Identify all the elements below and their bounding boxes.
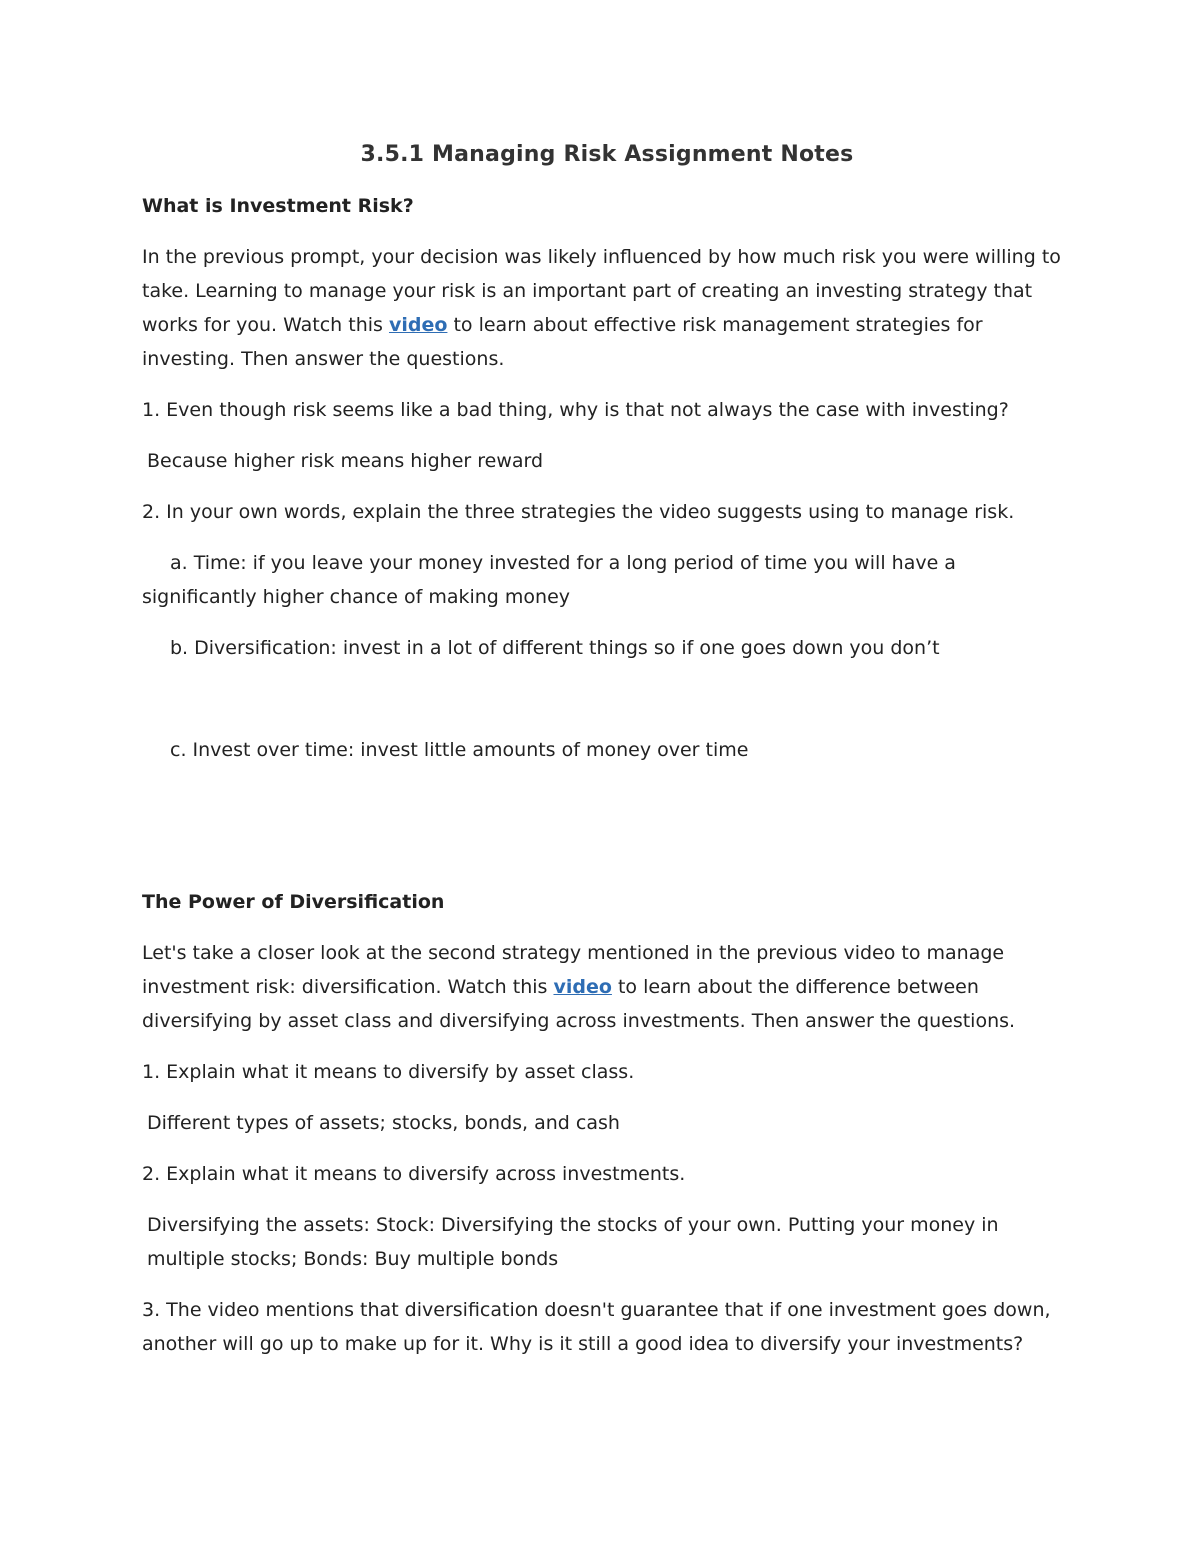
intro-text-before: In the previous prompt, your decision was likely influenced by how much risk you were willing to take. Learning to manage your risk is an important part of creating an investing strategy that works for you. Watch this	[142, 246, 1061, 336]
section-intro-investment-risk	[142, 240, 1072, 376]
video-link[interactable]: video	[553, 976, 612, 998]
answer-2b-diversification: b. Diversification: invest in a lot of different things so if one goes down you don’t	[170, 637, 940, 659]
intro-text-after: to learn about the difference between diversifying by asset class and diversifying across investments. Then answer the questions.	[142, 976, 1016, 1032]
answer-1-asset-class: Different types of assets; stocks, bonds, and cash	[147, 1112, 620, 1134]
answer-2-across-investments: Diversifying the assets: Stock: Diversifying the stocks of your own. Putting your money in multiple stocks; Bonds: Buy multiple bonds	[147, 1214, 999, 1270]
intro-text-after: to learn about effective risk management strategies for investing. Then answer the questions.	[142, 314, 983, 370]
answer-2a-time: a. Time: if you leave your money invested for a long period of time you will have a significantly higher chance of making money	[142, 552, 956, 608]
question-2-across-investments: 2. Explain what it means to diversify across investments.	[142, 1163, 686, 1185]
document-title: 3.5.1 Managing Risk Assignment Notes	[360, 142, 854, 167]
answer-2c-invest-over-time: c. Invest over time: invest little amounts of money over time	[170, 739, 749, 761]
section-heading-diversification: The Power of Diversification	[142, 891, 445, 913]
question-1-asset-class: 1. Explain what it means to diversify by asset class.	[142, 1061, 635, 1083]
section-intro-diversification	[142, 936, 1072, 1038]
question-1-risk: 1. Even though risk seems like a bad thing, why is that not always the case with investing?	[142, 399, 1009, 421]
question-3-why-diversify: 3. The video mentions that diversification doesn't guarantee that if one investment goes down, another will go up to make up for it. Why is it still a good idea to diversify your investments?	[142, 1299, 1051, 1355]
intro-text-before: Let's take a closer look at the second strategy mentioned in the previous video to manage investment risk: diversification. Watch this	[142, 942, 1005, 998]
question-2-strategies: 2. In your own words, explain the three strategies the video suggests using to manage risk.	[142, 501, 1015, 523]
answer-1-risk: Because higher risk means higher reward	[147, 450, 544, 472]
section-heading-investment-risk: What is Investment Risk?	[142, 195, 414, 217]
video-link[interactable]: video	[388, 314, 448, 336]
document-page	[142, 138, 1072, 1378]
